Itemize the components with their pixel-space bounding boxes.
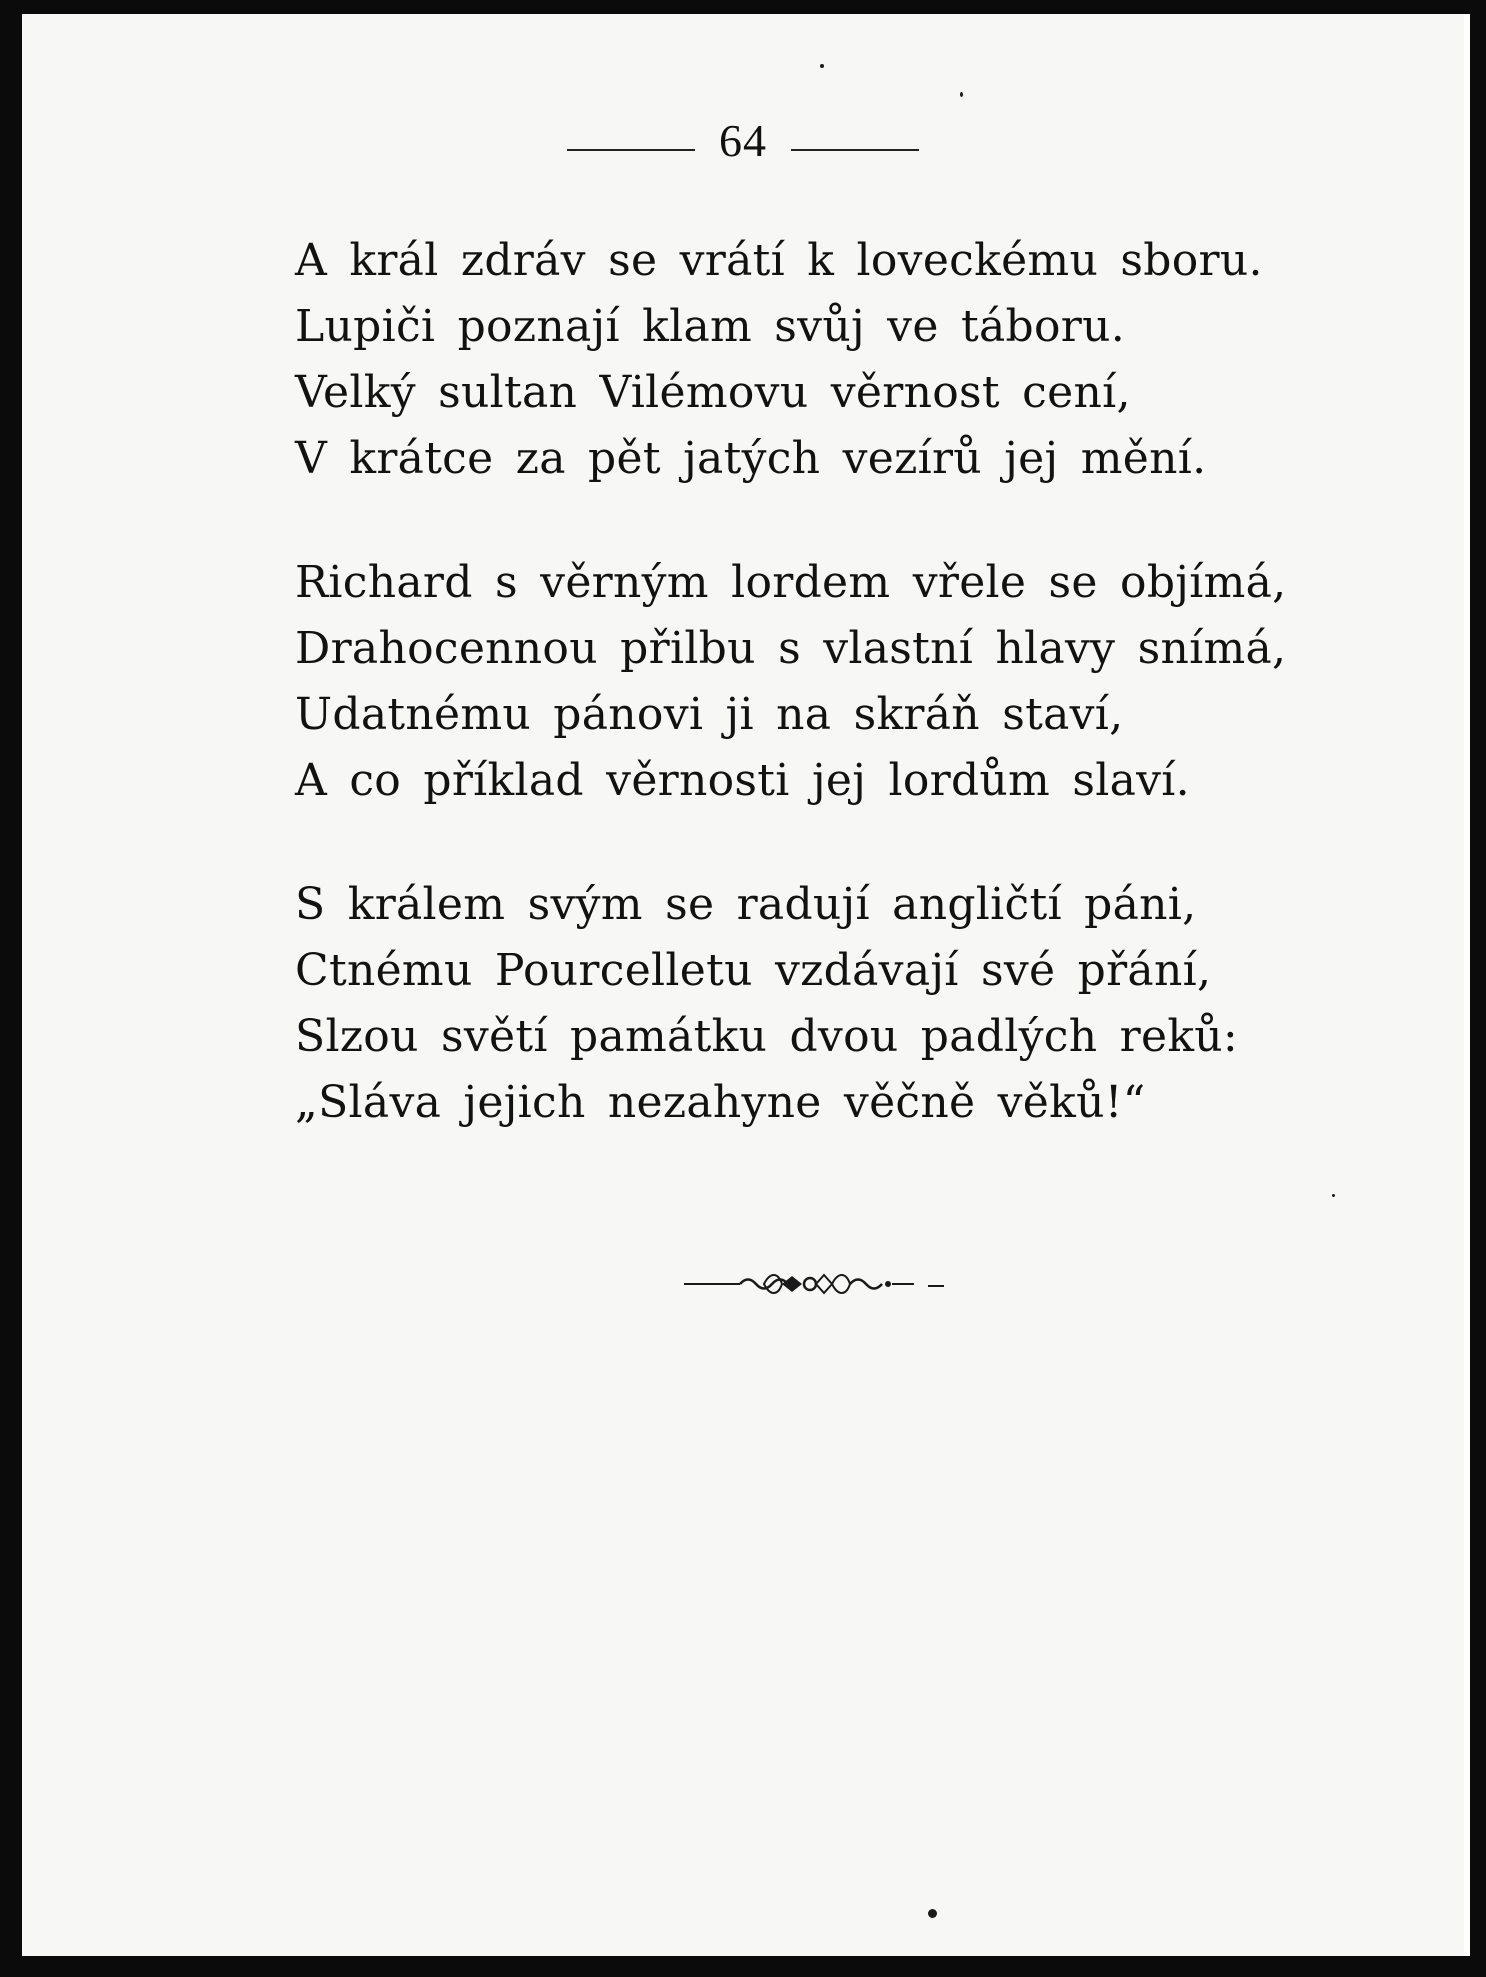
paper-speck (820, 64, 824, 68)
paper-speck (960, 92, 963, 97)
verse-line: Slzou světí památku dvou padlých reků: (295, 1011, 1239, 1062)
book-page (22, 14, 1470, 1956)
verse-line: S králem svým se radují angličtí páni, (295, 879, 1197, 930)
stanza-3 (295, 872, 1286, 1136)
poem-text (295, 228, 1286, 1136)
stanza-1 (295, 228, 1286, 492)
verse-line: „Sláva jejich nezahyne věčně věků!“ (295, 1077, 1146, 1128)
verse-line: Ctnému Pourcelletu vzdávají své přání, (295, 945, 1212, 996)
verse-line: Udatnému pánovi ji na skráň staví, (295, 689, 1124, 740)
verse-line: Lupiči poznají klam svůj ve táboru. (295, 301, 1125, 352)
page-header (22, 114, 1464, 167)
header-rule-left (567, 149, 695, 151)
verse-line: A král zdráv se vrátí k loveckému sboru. (295, 235, 1263, 286)
page-number: 64 (719, 115, 767, 166)
vine-ornament-icon (682, 1269, 962, 1299)
verse-line: V krátce za pět jatých vezírů jej mění. (295, 433, 1207, 484)
paper-speck (928, 1909, 937, 1918)
paper-speck (1332, 1194, 1335, 1197)
stanza-2 (295, 550, 1286, 814)
verse-line: Velký sultan Vilémovu věrnost cení, (295, 367, 1131, 418)
verse-line: Drahocennou přilbu s vlastní hlavy snímá, (295, 623, 1287, 674)
verse-line: Richard s věrným lordem vřele se objímá, (295, 557, 1287, 608)
verse-line: A co příklad věrnosti jej lordům slaví. (295, 755, 1190, 806)
header-rule-right (791, 149, 919, 151)
